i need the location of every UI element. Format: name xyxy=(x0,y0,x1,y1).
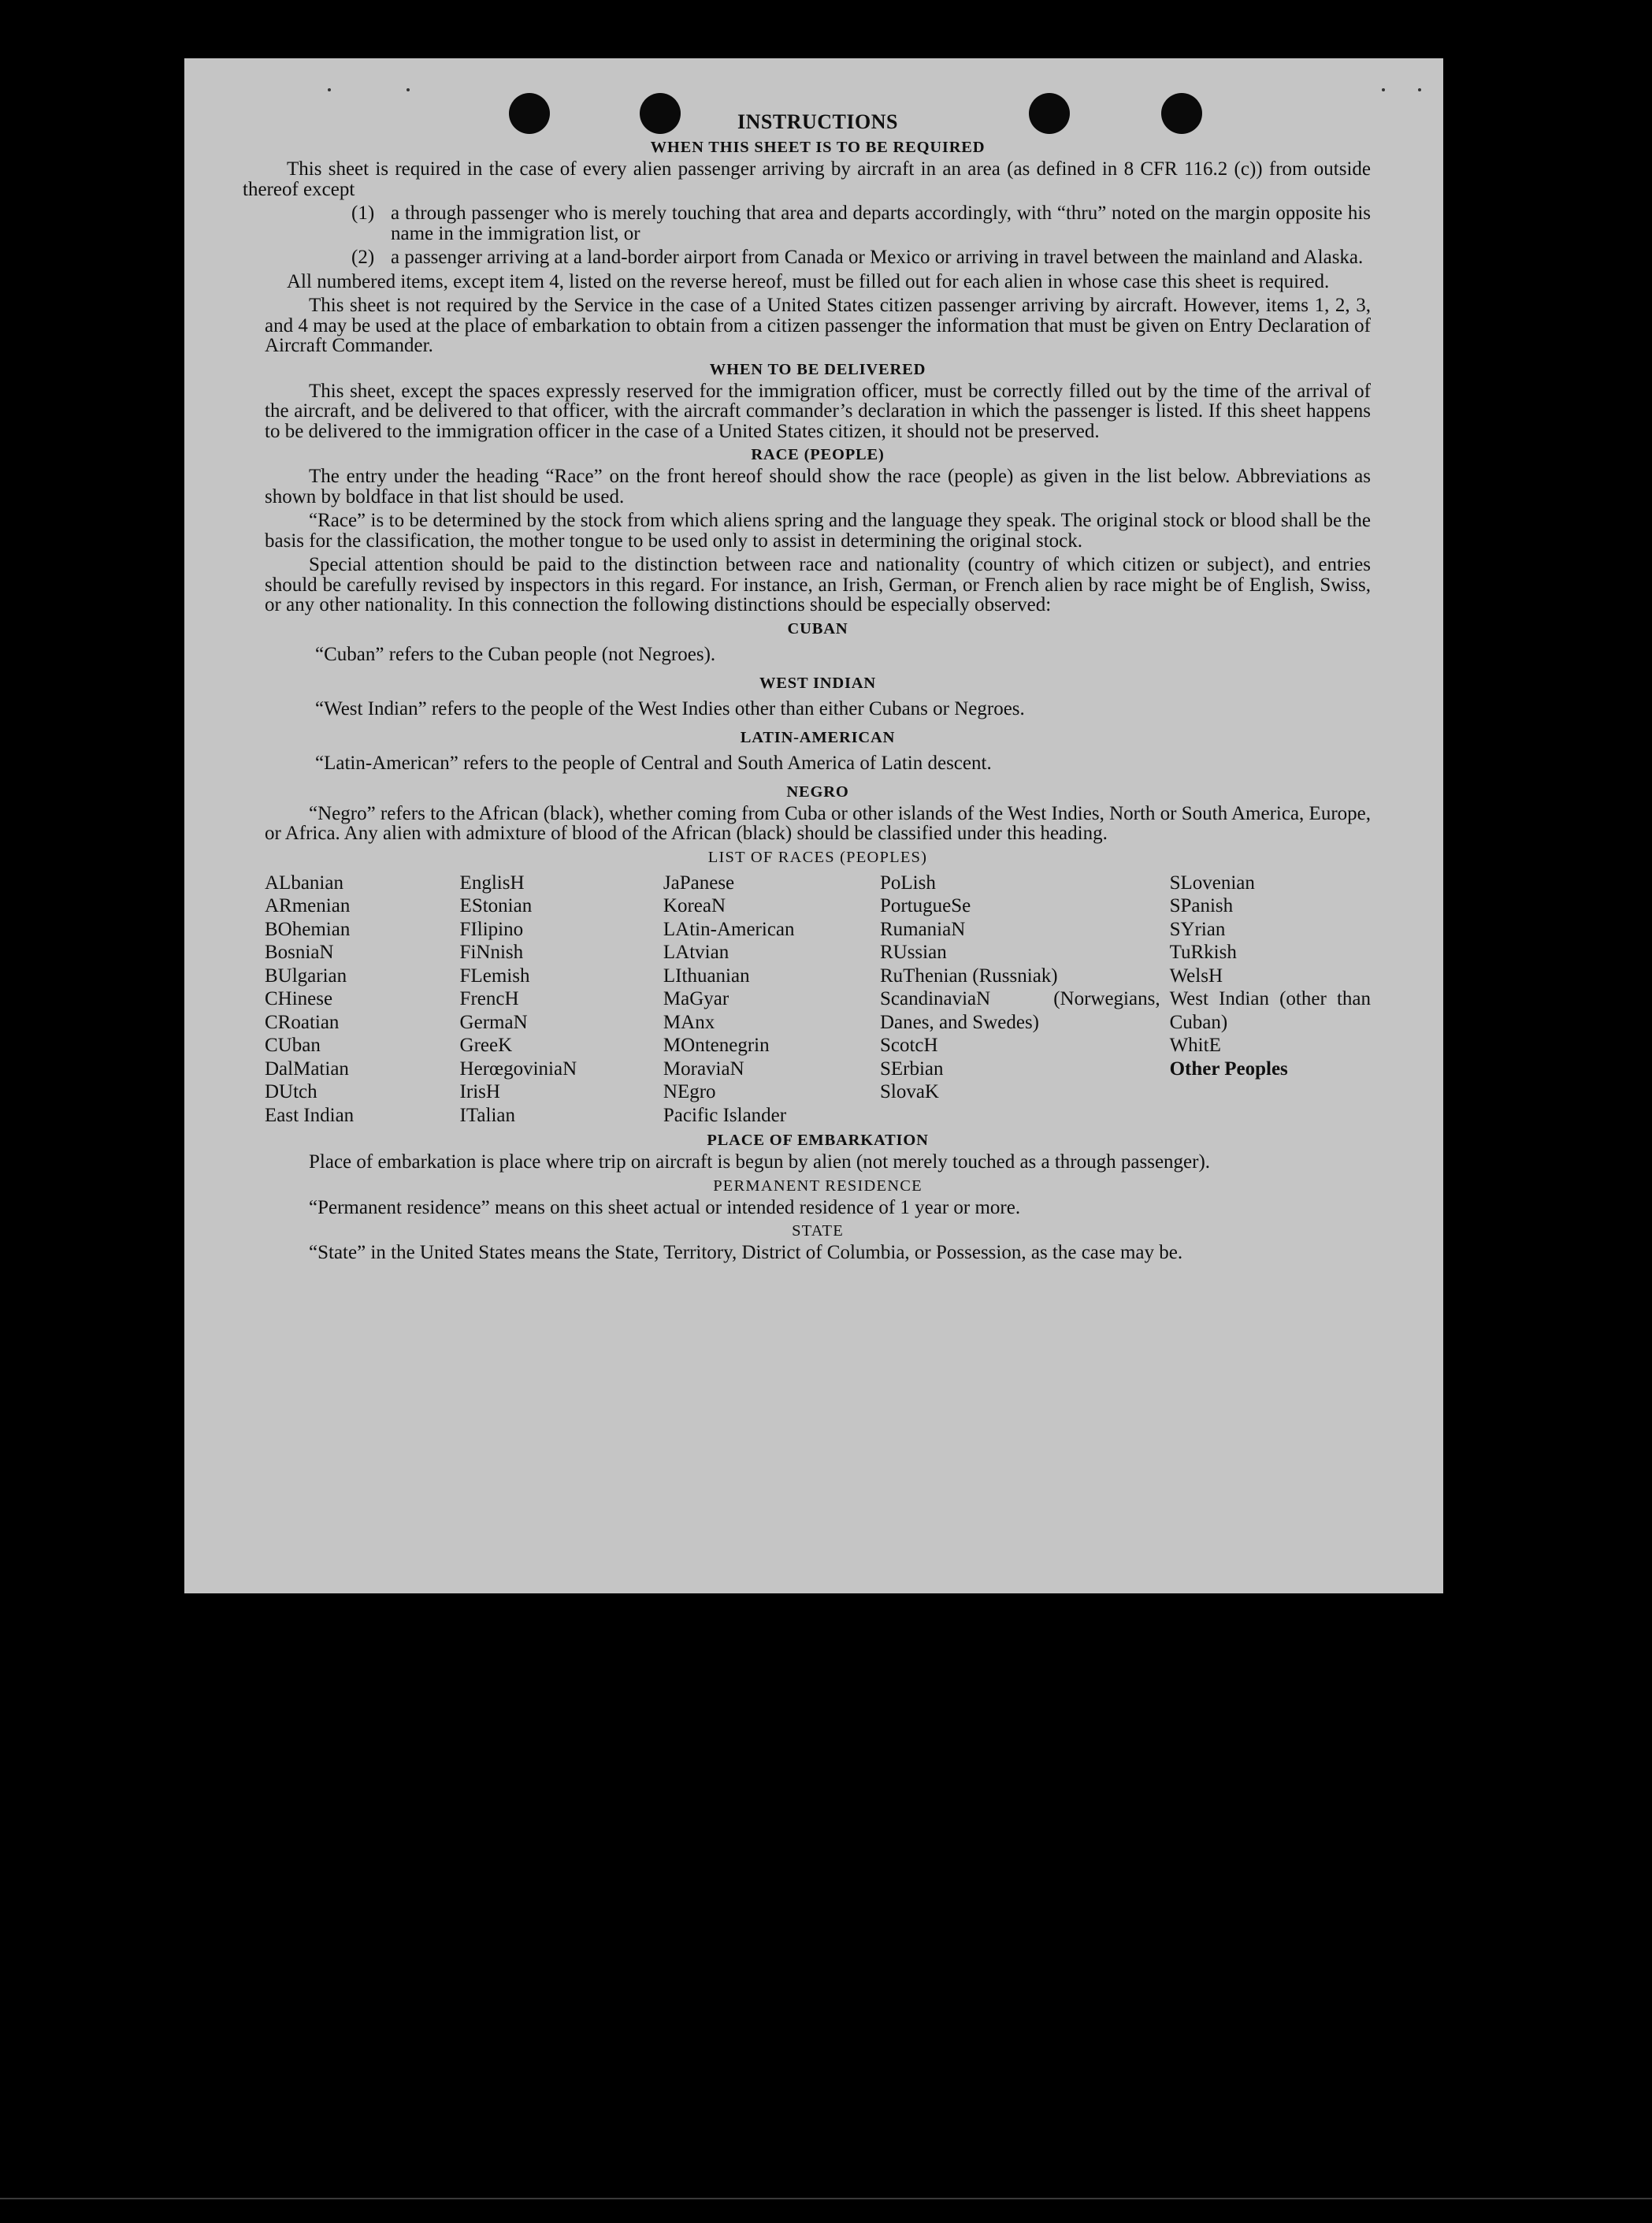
race-entry: PoLish xyxy=(879,872,936,894)
race-entry: DUtch xyxy=(265,1081,317,1102)
paragraph: “Race” is to be determined by the stock from which aliens spring and the language they speak. The original stock or blood shall be the basis for the classification, the mother tongue to be used only to assist in determining the original stock. xyxy=(265,510,1371,552)
race-entry: SErbian xyxy=(879,1058,944,1080)
race-entry: PortugueSe xyxy=(879,895,971,916)
race-entry: SYrian xyxy=(1169,918,1226,940)
paragraph: “Permanent residence” means on this sheet actual or intended residence of 1 year or more. xyxy=(309,1196,1021,1218)
races-column xyxy=(663,872,880,1128)
item-text: a passenger arriving at a land-border airport from Canada or Mexico or arriving in travel between the mainland and Alaska. xyxy=(391,247,1364,268)
scan-edge-line xyxy=(0,2198,1652,2199)
punch-hole xyxy=(640,93,681,134)
races-column xyxy=(460,872,663,1128)
race-entry: BUlgarian xyxy=(265,965,347,987)
race-entry: ALbanian xyxy=(265,872,343,894)
race-entry: CHinese xyxy=(265,988,333,1009)
numbered-item xyxy=(265,203,1371,243)
section-heading-negro: NEGRO xyxy=(786,783,849,801)
paragraph: Special attention should be paid to the distinction between race and nationality (country of which citizen or subject), and entries should be carefully revised by inspectors in this regard. For instance, an Irish, German, or French alien by race might be of English, Swiss, or any other nationality. In this connection the following distinctions should be especially observed: xyxy=(265,554,1371,615)
race-entry: BosniaN xyxy=(265,942,334,963)
document-title: INSTRUCTIONS xyxy=(737,110,898,133)
paragraph: This sheet is required in the case of every alien passenger arriving by aircraft in an area (as defined in 8 CFR 116.2 (c)) from outside thereof except xyxy=(243,158,1371,200)
race-entry: WelsH xyxy=(1169,965,1223,987)
punch-hole xyxy=(1161,93,1202,134)
races-column xyxy=(880,872,1165,1128)
race-entry: SlovaK xyxy=(879,1081,939,1102)
race-entry: FLemish xyxy=(459,965,530,987)
races-list xyxy=(265,872,1371,1128)
scan-speck xyxy=(328,88,331,91)
race-entry: FIlipino xyxy=(459,918,524,940)
section-heading-latin-american: LATIN-AMERICAN xyxy=(740,728,896,746)
race-entry: GermaN xyxy=(459,1011,528,1033)
paragraph: This sheet is not required by the Service in the case of a United States citizen passenger arriving by aircraft. However, items 1, 2, 3, and 4 may be used at the place of embarkation to obtain from a citizen passenger the information that must be given on Entry Declaration of Aircraft Commander. xyxy=(265,295,1371,356)
race-entry: DalMatian xyxy=(265,1058,349,1080)
definition-text: “West Indian” refers to the people of the West Indies other than either Cubans or Negroes. xyxy=(315,697,1025,719)
section-heading-list-of-races: LIST OF RACES (PEOPLES) xyxy=(707,848,928,866)
race-entry: LAtvian xyxy=(663,942,729,963)
race-entry: LAtin-American xyxy=(663,918,795,940)
race-entry: CRoatian xyxy=(265,1011,340,1033)
race-entry: TuRkish xyxy=(1169,942,1237,963)
race-entry: SPanish xyxy=(1169,895,1234,916)
race-entry: SLovenian xyxy=(1169,872,1255,894)
section-heading-delivered: WHEN TO BE DELIVERED xyxy=(709,360,926,378)
race-entry: BOhemian xyxy=(265,918,351,940)
section-heading-cuban: CUBAN xyxy=(787,619,848,638)
races-column xyxy=(1165,872,1371,1128)
scan-speck xyxy=(1418,88,1421,91)
race-entry: IrisH xyxy=(459,1081,500,1102)
race-entry: Other Peoples xyxy=(1169,1058,1288,1080)
race-entry: MAnx xyxy=(663,1011,715,1033)
section-heading-permanent-residence: PERMANENT RESIDENCE xyxy=(713,1177,923,1195)
section-heading-required: WHEN THIS SHEET IS TO BE REQUIRED xyxy=(650,139,986,156)
race-entry: ITalian xyxy=(459,1104,515,1126)
races-column xyxy=(265,872,460,1128)
paragraph: “Negro” refers to the African (black), whether coming from Cuba or other islands of the West Indies, North or South America, Europe, or Africa. Any alien with admixture of blood of the African (black) should be classified under this heading. xyxy=(265,802,1371,844)
race-entry: FrencH xyxy=(459,988,519,1009)
section-heading-race: RACE (PEOPLE) xyxy=(751,446,885,463)
paragraph: The entry under the heading “Race” on the front hereof should show the race (people) as given in the list below. Abbreviations as shown by boldface in that list should be used. xyxy=(265,466,1371,507)
race-entry: LIthuanian xyxy=(663,965,750,987)
race-entry: CUban xyxy=(265,1035,321,1056)
numbered-item xyxy=(265,247,1371,268)
race-entry: MaGyar xyxy=(663,988,729,1009)
race-entry: MOntenegrin xyxy=(663,1035,770,1056)
race-entry: WhitE xyxy=(1169,1035,1221,1056)
paragraph: “State” in the United States means the State, Territory, District of Columbia, or Possession, as the case may be. xyxy=(309,1242,1183,1263)
race-entry: EnglisH xyxy=(459,872,525,894)
race-entry: ScotcH xyxy=(879,1035,938,1056)
scan-speck xyxy=(407,88,410,91)
scan-speck xyxy=(1382,88,1385,91)
race-entry: MoraviaN xyxy=(663,1058,744,1080)
paragraph: All numbered items, except item 4, listed on the reverse hereof, must be filled out for each alien in whose case this sheet is required. xyxy=(287,270,1330,292)
item-number: (1) xyxy=(351,203,375,224)
race-entry: ARmenian xyxy=(265,895,351,916)
race-entry: KoreaN xyxy=(663,895,726,916)
punch-hole xyxy=(509,93,550,134)
section-heading-embarkation: PLACE OF EMBARKATION xyxy=(707,1132,929,1149)
race-entry: East Indian xyxy=(265,1104,355,1126)
paragraph: This sheet, except the spaces expressly reserved for the immigration officer, must be correctly filled out by the time of the arrival of the aircraft, and be delivered to that officer, with the aircraft commander’s declaration in which the passenger is listed. If this sheet happens to be delivered to the immigration officer in the case of a United States citizen, it should not be preserved. xyxy=(265,380,1371,442)
race-entry: NEgro xyxy=(663,1081,716,1102)
race-entry: West Indian (other than Cuban) xyxy=(1169,988,1371,1033)
race-entry: HerœgoviniaN xyxy=(459,1058,577,1080)
race-entry: JaPanese xyxy=(663,872,735,894)
race-entry: RumaniaN xyxy=(879,918,966,940)
race-entry: RuThenian (Russniak) xyxy=(879,965,1058,987)
paragraph: Place of embarkation is place where trip on aircraft is begun by alien (not merely touched as a through passenger). xyxy=(309,1151,1211,1173)
race-entry: FiNnish xyxy=(459,942,524,963)
section-heading-west-indian: WEST INDIAN xyxy=(759,674,876,692)
race-entry: EStonian xyxy=(459,895,533,916)
race-entry: RUssian xyxy=(879,942,947,963)
punch-hole xyxy=(1029,93,1070,134)
definition-text: “Latin-American” refers to the people of Central and South America of Latin descent. xyxy=(315,752,992,774)
section-heading-state: STATE xyxy=(792,1222,844,1240)
item-text: a through passenger who is merely touching that area and departs accordingly, with “thru” noted on the margin opposite his name in the immigration list, or xyxy=(391,203,1371,244)
race-entry: GreeK xyxy=(459,1035,513,1056)
definition-text: “Cuban” refers to the Cuban people (not Negroes). xyxy=(315,643,716,665)
race-entry: Pacific Islander xyxy=(663,1104,787,1126)
item-number: (2) xyxy=(351,247,375,268)
race-entry: ScandinaviaN (Norwegians, Danes, and Swedes) xyxy=(879,988,1160,1033)
document-page xyxy=(184,58,1443,1593)
